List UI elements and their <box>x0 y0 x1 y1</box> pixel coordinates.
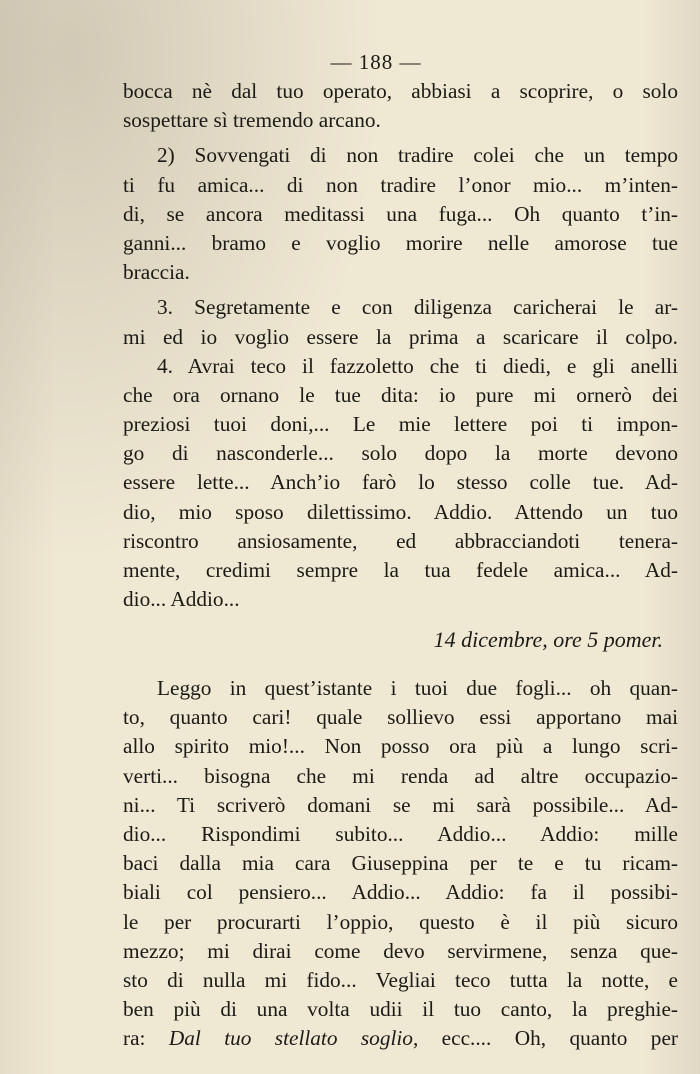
text-line: essere lette... Anch’io farò lo stesso colle tue. Ad- <box>123 470 678 495</box>
quoted-hymn-title: Dal tuo stellato soglio <box>168 1026 413 1051</box>
text-line: 4. Avrai teco il fazzoletto che ti diedi, e gli anelli <box>157 353 678 378</box>
page-number: — 188 — <box>330 50 422 74</box>
text-line: preziosi tuoi doni,... Le mie lettere poi ti impon- <box>123 412 678 437</box>
text-line: dio, mio sposo dilettissimo. Addio. Attendo un tuo <box>123 499 678 524</box>
text-line: ben più di una volta udii il tuo canto, la preghie- <box>123 997 678 1022</box>
text-line: dio... Rispondimi subito... Addio... Addio: mille <box>123 821 678 846</box>
text-line: braccia. <box>123 260 190 285</box>
text-line: biali col pensiero... Addio... Addio: fa il possibi- <box>123 880 678 905</box>
text-line: ni... Ti scriverò domani se mi sarà possibile... Ad- <box>123 792 678 817</box>
text-line: go di nasconderle... solo dopo la morte devono <box>123 441 678 466</box>
text-line: dio... Addio... <box>123 587 240 612</box>
text-line: 2) Sovvengati di non tradire colei che un tempo <box>157 143 678 168</box>
text-line: mi ed io voglio essere la prima a scaricare il colpo. <box>123 324 678 349</box>
text-line: riscontro ansiosamente, ed abbracciandoti tenera- <box>123 528 678 553</box>
text-line-mixed <box>123 1024 678 1053</box>
text-line: di, se ancora meditassi una fuga... Oh quanto t’in- <box>123 201 678 226</box>
text-line: sto di nulla mi fido... Vegliai teco tutta la notte, e <box>123 967 678 992</box>
text-line: to, quanto cari! quale sollievo essi apportano mai <box>123 705 678 730</box>
text-line: ti fu amica... di non tradire l’onor mio... m’inten- <box>123 172 678 197</box>
letter-continuation <box>123 77 678 614</box>
text-line: 3. Segretamente e con diligenza caricherai le ar- <box>157 295 678 320</box>
text-line: bocca nè dal tuo operato, abbiasi a scoprire, o solo <box>123 79 678 103</box>
text-fragment: , ecc.... Oh, quanto per <box>412 1026 678 1051</box>
text-line: baci dalla mia cara Giuseppina per te e tu ricam- <box>123 851 678 876</box>
second-letter <box>123 674 678 1053</box>
text-line: ganni... bramo e voglio morire nelle amorose tue <box>123 230 678 255</box>
text-line: mente, credimi sempre la tua fedele amica... Ad- <box>123 558 678 582</box>
text-line: mezzo; mi dirai come devo servirmene, senza que- <box>123 938 678 963</box>
text-line: Leggo in quest’istante i tuoi due fogli... oh quan- <box>157 676 678 700</box>
text-line: allo spirito mio!... Non posso ora più a lungo scri- <box>123 734 678 759</box>
text-line: le per procurarti l’oppio, questo è il più sicuro <box>123 909 678 934</box>
text-line: sospettare sì tremendo arcano. <box>123 108 381 133</box>
text-fragment: ra: <box>123 1026 169 1051</box>
text-line: verti... bisogna che mi renda ad altre occupazio- <box>123 763 678 788</box>
letter-dateline: 14 dicembre, ore 5 pomer. <box>433 627 663 652</box>
text-line: che ora ornano le tue dita: io pure mi ornerò dei <box>123 382 678 407</box>
